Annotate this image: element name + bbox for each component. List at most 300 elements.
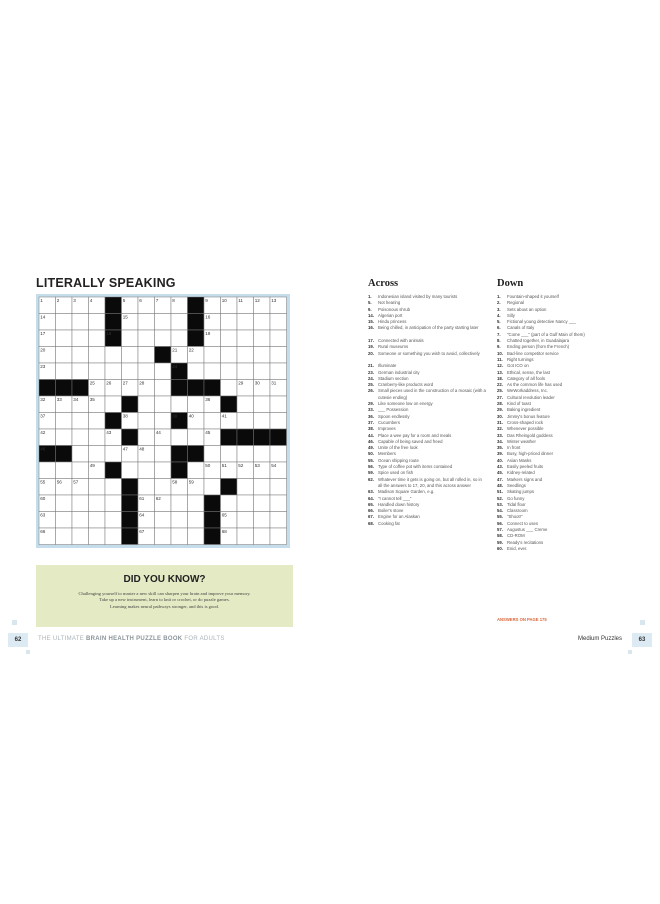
clue-text: Engine for an Alaskan — [378, 514, 420, 520]
clue-text: Whenever possible — [507, 426, 544, 432]
grid-cell[interactable] — [254, 330, 271, 347]
grid-cell[interactable] — [254, 528, 271, 545]
across-clue — [368, 388, 486, 401]
right-page-number: 63 — [632, 633, 652, 647]
grid-cell[interactable] — [56, 462, 73, 479]
grid-cell[interactable] — [188, 396, 205, 413]
clue-number: 34. — [497, 438, 503, 444]
clue-number: 38. — [368, 426, 374, 432]
grid-cell[interactable] — [122, 363, 139, 380]
cell-number: 58 — [172, 479, 178, 485]
cell-number: 64 — [139, 512, 145, 518]
cell-number: 1 — [40, 298, 43, 304]
cell-number: 26 — [106, 380, 112, 386]
clue-number: 23. — [368, 369, 374, 375]
cell-number: 61 — [139, 496, 145, 502]
clue-number: 40. — [497, 457, 503, 463]
grid-cell[interactable] — [221, 347, 238, 364]
grid-cell[interactable] — [270, 512, 287, 529]
grid-cell[interactable] — [138, 396, 155, 413]
cell-number: 47 — [122, 446, 128, 452]
clue-text: Ready's recitations — [507, 539, 544, 545]
clue-text: Someone or something you wish to avoid, collectively — [378, 350, 480, 356]
grid-cell[interactable] — [72, 413, 89, 430]
clue-text: Busy, high-priced dinner — [507, 451, 554, 457]
grid-cell[interactable] — [155, 479, 172, 496]
cell-number: 28 — [139, 380, 145, 386]
clue-text: Silly — [507, 312, 515, 318]
grid-cell[interactable] — [89, 347, 106, 364]
grid-cell[interactable] — [56, 528, 73, 545]
cell-number: 33 — [56, 397, 62, 403]
clue-text: Members — [378, 451, 396, 457]
grid-cell[interactable] — [221, 314, 238, 331]
clue-number: 28. — [497, 401, 503, 407]
clue-number: 16. — [368, 325, 374, 331]
grid-cell[interactable] — [204, 413, 221, 430]
cell-number: 15 — [122, 314, 128, 320]
grid-cell[interactable] — [221, 330, 238, 347]
black-square — [171, 380, 188, 397]
grid-cell[interactable] — [89, 429, 106, 446]
clue-text: In front — [507, 445, 521, 451]
cell-number: 51 — [221, 463, 227, 469]
black-square — [122, 495, 139, 512]
clue-number: 9. — [368, 306, 372, 312]
grid-cell[interactable] — [171, 495, 188, 512]
clue-text: Fountain-shaped it yourself — [507, 294, 559, 299]
clue-number: 47. — [497, 476, 503, 482]
clue-text: Hindu princess — [378, 319, 407, 325]
cell-number: 65 — [221, 512, 227, 518]
did-you-know-body — [44, 591, 285, 610]
grid-cell[interactable] — [254, 413, 271, 430]
cell-number: 34 — [73, 397, 79, 403]
grid-cell[interactable] — [171, 396, 188, 413]
grid-cell[interactable] — [221, 380, 238, 397]
clue-text: German industrial city — [378, 369, 420, 375]
cell-number: 56 — [56, 479, 62, 485]
grid-cell[interactable] — [39, 462, 56, 479]
grid-cell[interactable] — [270, 446, 287, 463]
clue-text: Enid, ever. — [507, 545, 528, 551]
crossword-grid — [36, 294, 290, 548]
cell-number: 16 — [205, 314, 211, 320]
clue-text: WeWorkaddress, Inc. — [507, 388, 548, 394]
cell-number: 63 — [40, 512, 46, 518]
clue-text: Asian Masks — [507, 457, 532, 463]
cell-number: 29 — [238, 380, 244, 386]
clue-text: Cooking fat — [378, 520, 400, 526]
grid-cell[interactable] — [89, 479, 106, 496]
clue-number: 36. — [368, 413, 374, 419]
grid-cell[interactable] — [270, 314, 287, 331]
grid-cell[interactable] — [105, 396, 122, 413]
clue-number: 37. — [368, 419, 374, 425]
cell-number: 24 — [172, 364, 178, 370]
black-square — [155, 347, 172, 364]
across-clue — [368, 325, 486, 338]
black-square — [56, 380, 73, 397]
clue-number: 50. — [368, 451, 374, 457]
grid-cell[interactable] — [204, 363, 221, 380]
grid-cell[interactable] — [155, 512, 172, 529]
grid-cell[interactable] — [89, 528, 106, 545]
cell-number: 2 — [56, 298, 60, 304]
grid-cell[interactable] — [254, 446, 271, 463]
grid-cell[interactable] — [138, 479, 155, 496]
clue-number: 6. — [497, 325, 501, 331]
clue-number: 8. — [497, 338, 501, 344]
clue-text: Small pieces used in the construction of a mosaic (with a cutesie ending) — [378, 388, 486, 400]
cell-number: 18 — [106, 331, 112, 337]
grid-cell[interactable] — [254, 396, 271, 413]
grid-cell[interactable] — [254, 479, 271, 496]
clue-text: Easily peeled fruits — [507, 464, 544, 470]
clue-number: 19. — [368, 344, 374, 350]
black-square — [204, 495, 221, 512]
grid-cell[interactable] — [72, 347, 89, 364]
black-square — [204, 380, 221, 397]
clue-text: Winter weather — [507, 438, 536, 444]
black-square — [122, 512, 139, 529]
grid-cell[interactable] — [221, 363, 238, 380]
grid-cell[interactable] — [237, 528, 254, 545]
grid-cell[interactable] — [237, 479, 254, 496]
clue-number: 24. — [368, 375, 374, 381]
clue-text: "Shoot!" — [507, 514, 523, 520]
grid-cell[interactable] — [188, 495, 205, 512]
grid-cell[interactable] — [221, 495, 238, 512]
cell-number: 7 — [155, 298, 159, 304]
grid-cell[interactable] — [270, 396, 287, 413]
grid-cell[interactable] — [72, 429, 89, 446]
grid-cell[interactable] — [56, 495, 73, 512]
clue-number: 1. — [368, 294, 372, 299]
grid-cell[interactable] — [56, 363, 73, 380]
grid-cell[interactable] — [155, 380, 172, 397]
clue-text: Cross-shaped rock — [507, 419, 544, 425]
grid-cell[interactable] — [221, 446, 238, 463]
grid-cell[interactable] — [105, 512, 122, 529]
grid-cell[interactable] — [171, 429, 188, 446]
clue-text: Chatted together, in Guadalajara — [507, 338, 570, 344]
grid-cell[interactable] — [188, 528, 205, 545]
clue-text: Jimmy's bonus feature — [507, 413, 550, 419]
black-square — [188, 446, 205, 463]
book-title-prefix: THE ULTIMATE — [38, 636, 87, 642]
grid-cell[interactable] — [270, 347, 287, 364]
cell-number: 38 — [122, 413, 128, 419]
grid-cell[interactable] — [254, 495, 271, 512]
cell-number: 13 — [271, 298, 277, 304]
clue-number: 30. — [497, 413, 503, 419]
grid-cell[interactable] — [122, 330, 139, 347]
cell-number: 40 — [188, 413, 194, 419]
grid-cell[interactable] — [171, 512, 188, 529]
did-you-know-line: Challenging yourself to master a new skill can sharpen your brain and improve your memory. — [78, 591, 251, 596]
grid-cell[interactable] — [237, 413, 254, 430]
clue-number: 63. — [368, 489, 374, 495]
black-square — [56, 446, 73, 463]
grid-cell[interactable] — [188, 512, 205, 529]
grid-cell[interactable] — [254, 512, 271, 529]
grid-cell[interactable] — [56, 413, 73, 430]
grid-cell[interactable] — [155, 413, 172, 430]
clue-text: Cucumbers — [378, 419, 400, 425]
clue-number: 66. — [368, 508, 374, 514]
grid-cell[interactable] — [89, 413, 106, 430]
clue-text: Connect to uses — [507, 520, 539, 526]
grid-cell[interactable] — [122, 347, 139, 364]
clue-number: 12. — [497, 363, 503, 369]
clue-number: 3. — [497, 306, 501, 312]
cell-number: 6 — [139, 298, 142, 304]
clue-number: 48. — [497, 482, 503, 488]
grid-cell[interactable] — [138, 429, 155, 446]
black-square — [122, 396, 139, 413]
grid-cell[interactable] — [89, 446, 106, 463]
clue-number: 17. — [368, 338, 374, 344]
black-square — [270, 429, 287, 446]
grid-cell[interactable] — [105, 347, 122, 364]
grid-cell[interactable] — [56, 330, 73, 347]
grid-cell[interactable] — [138, 363, 155, 380]
cell-number: 19 — [205, 331, 211, 337]
black-square — [39, 380, 56, 397]
cell-number: 59 — [188, 479, 194, 485]
clue-number: 68. — [368, 520, 374, 526]
cell-number: 50 — [205, 463, 211, 469]
grid-cell[interactable] — [72, 446, 89, 463]
black-square — [105, 297, 122, 314]
clue-text: Skating jumps — [507, 489, 534, 495]
grid-cell[interactable] — [138, 314, 155, 331]
cell-number: 37 — [40, 413, 46, 419]
clue-text: Right turnings — [507, 356, 534, 362]
grid-cell[interactable] — [155, 396, 172, 413]
grid-cell[interactable] — [237, 512, 254, 529]
grid-cell[interactable] — [56, 429, 73, 446]
grid-cell[interactable] — [270, 413, 287, 430]
clue-number: 18. — [497, 375, 503, 381]
grid-cell[interactable] — [89, 495, 106, 512]
clue-number: 10. — [497, 350, 503, 356]
grid-cell[interactable] — [204, 446, 221, 463]
grid-cell[interactable] — [237, 314, 254, 331]
clue-text: Tidal floor — [507, 501, 526, 507]
clue-text: Markers signs and — [507, 476, 543, 482]
grid-cell[interactable] — [171, 528, 188, 545]
grid-cell[interactable] — [72, 528, 89, 545]
grid-cell[interactable] — [188, 363, 205, 380]
clue-text: Indonesian island visited by many tourists — [378, 294, 458, 299]
black-square — [171, 462, 188, 479]
clue-number: 58. — [497, 533, 503, 539]
grid-cell[interactable] — [254, 314, 271, 331]
puzzle-title: LITERALLY SPEAKING — [36, 276, 176, 290]
grid-cell[interactable] — [171, 314, 188, 331]
cell-number: 52 — [238, 463, 244, 469]
grid-cell[interactable] — [188, 429, 205, 446]
across-heading: Across — [368, 278, 399, 289]
black-square — [105, 314, 122, 331]
grid-cell[interactable] — [155, 446, 172, 463]
cell-number: 23 — [40, 364, 46, 370]
clue-text: Kind of toast — [507, 401, 531, 407]
grid-cell[interactable] — [237, 396, 254, 413]
cell-number: 49 — [89, 463, 95, 469]
clue-text: Connected with animals — [378, 338, 424, 344]
black-square — [171, 446, 188, 463]
cell-number: 30 — [254, 380, 260, 386]
across-clue-list — [368, 294, 486, 527]
grid-cell[interactable] — [89, 314, 106, 331]
book-title-suffix: FOR ADULTS — [182, 636, 225, 642]
grid-cell[interactable] — [237, 495, 254, 512]
clue-text: Go funny — [507, 495, 525, 501]
cell-number: 25 — [89, 380, 95, 386]
grid-cell[interactable] — [270, 528, 287, 545]
grid-cell[interactable] — [72, 330, 89, 347]
clue-number: 54. — [497, 508, 503, 514]
grid-cell[interactable] — [155, 462, 172, 479]
black-square — [105, 413, 122, 430]
clue-number: 64. — [368, 495, 374, 501]
clue-number: 25. — [497, 388, 503, 394]
clue-number: 44. — [368, 432, 374, 438]
black-square — [221, 429, 238, 446]
black-square — [237, 429, 254, 446]
clue-text: Bad-line competitor service — [507, 350, 559, 356]
cell-number: 10 — [221, 298, 227, 304]
black-square — [188, 330, 205, 347]
black-square — [204, 528, 221, 545]
clue-number: 25. — [368, 382, 374, 388]
cell-number: 42 — [40, 430, 46, 436]
grid-cell[interactable] — [270, 479, 287, 496]
grid-cell[interactable] — [155, 314, 172, 331]
black-square — [188, 297, 205, 314]
grid-cell[interactable] — [105, 528, 122, 545]
clue-text: Madison Square Garden, e.g. — [378, 489, 435, 495]
grid-cell[interactable] — [72, 495, 89, 512]
answers-link[interactable]: ANSWERS ON PAGE 175 — [497, 617, 547, 622]
grid-cell[interactable] — [237, 363, 254, 380]
grid-cell[interactable] — [138, 413, 155, 430]
clue-text: Capable of being saved and freed — [378, 438, 443, 444]
clue-number: 21. — [368, 363, 374, 369]
grid-cell[interactable] — [122, 462, 139, 479]
clue-number: 59. — [497, 539, 503, 545]
grid-cell[interactable] — [138, 462, 155, 479]
grid-cell[interactable] — [138, 330, 155, 347]
grid-cell[interactable] — [155, 528, 172, 545]
clue-text: Cranberry-like products word — [378, 382, 434, 388]
clue-number: 65. — [368, 501, 374, 507]
clue-text: As the common life has used — [507, 382, 563, 388]
clue-text: Poisonous shrub — [378, 306, 411, 312]
clue-text: Baking ingredient — [507, 407, 541, 413]
grid-cell[interactable] — [270, 363, 287, 380]
clue-text: CD-ROM — [507, 533, 525, 539]
grid-cell[interactable] — [56, 512, 73, 529]
clue-number: 43. — [497, 464, 503, 470]
grid-cell[interactable] — [138, 347, 155, 364]
grid-cell[interactable] — [89, 363, 106, 380]
grid-cell[interactable] — [254, 363, 271, 380]
grid-cell[interactable] — [204, 347, 221, 364]
clue-number: 59. — [368, 470, 374, 476]
grid-cell[interactable] — [155, 330, 172, 347]
cell-number: 68 — [221, 529, 227, 535]
clue-number: 20. — [368, 350, 374, 356]
grid-cell[interactable] — [204, 479, 221, 496]
grid-cell[interactable] — [72, 314, 89, 331]
clue-number: 56. — [497, 520, 503, 526]
grid-cell[interactable] — [270, 330, 287, 347]
grid-cell[interactable] — [188, 462, 205, 479]
clue-text: Spice used on fish — [378, 470, 414, 476]
book-spread — [0, 240, 660, 660]
grid-cell[interactable] — [105, 446, 122, 463]
cell-number: 32 — [40, 397, 46, 403]
grid-cell[interactable] — [72, 363, 89, 380]
grid-cell[interactable] — [254, 347, 271, 364]
clue-number: 13. — [497, 369, 503, 375]
grid-cell[interactable] — [155, 363, 172, 380]
clue-text: Unite of the free look — [378, 445, 418, 451]
grid-cell[interactable] — [56, 314, 73, 331]
grid-cell[interactable] — [72, 462, 89, 479]
black-square — [221, 396, 238, 413]
clue-number: 62. — [368, 476, 374, 482]
black-square — [188, 380, 205, 397]
clue-text: Stadium section — [378, 375, 409, 381]
cell-number: 27 — [122, 380, 128, 386]
grid-cell[interactable] — [56, 347, 73, 364]
cell-number: 67 — [139, 529, 145, 535]
cell-number: 60 — [40, 496, 46, 502]
grid-cell[interactable] — [89, 512, 106, 529]
clue-text: "Come ___" (part of a Gulf Main of them) — [507, 331, 585, 337]
across-clue — [368, 351, 486, 364]
grid-cell[interactable] — [171, 330, 188, 347]
down-clue — [497, 546, 617, 552]
grid-cell[interactable] — [237, 446, 254, 463]
did-you-know-box — [36, 565, 293, 627]
clue-number: 7. — [497, 331, 501, 337]
clue-number: 46. — [368, 438, 374, 444]
left-page-number: 62 — [8, 633, 28, 647]
clue-text: Cultural revolution leader — [507, 394, 555, 400]
grid-cell[interactable] — [105, 495, 122, 512]
clue-text: Category of all fools — [507, 375, 545, 381]
clue-number: 52. — [497, 495, 503, 501]
page-footer — [0, 633, 660, 647]
grid-cell[interactable] — [105, 363, 122, 380]
grid-cell[interactable] — [237, 347, 254, 364]
grid-cell[interactable] — [270, 495, 287, 512]
clue-text: Classroom — [507, 508, 528, 514]
cell-number: 17 — [40, 331, 46, 337]
grid-cell[interactable] — [89, 330, 106, 347]
grid-cell[interactable] — [237, 330, 254, 347]
grid-cell[interactable] — [105, 479, 122, 496]
grid-cell[interactable] — [72, 512, 89, 529]
cell-number: 22 — [188, 347, 194, 353]
clue-text: Seedlings — [507, 482, 526, 488]
